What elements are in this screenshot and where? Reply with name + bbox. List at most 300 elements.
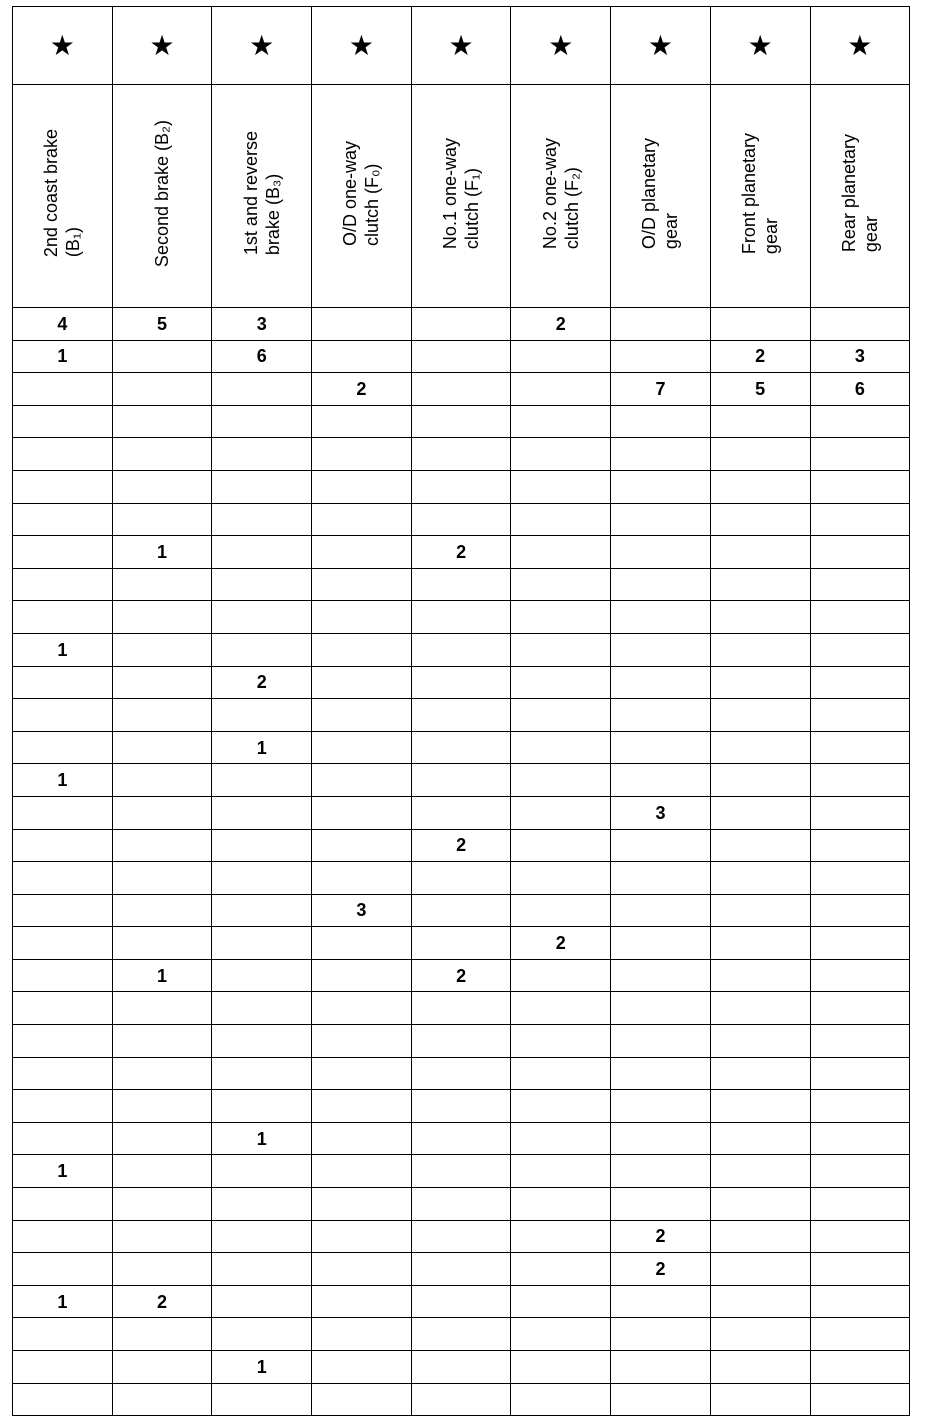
table-cell — [13, 470, 113, 503]
table-cell — [511, 405, 611, 438]
header-line: 2nd coast brake — [41, 129, 62, 258]
column-header — [511, 85, 611, 308]
table-cell — [511, 699, 611, 732]
star-icon: ★ — [312, 7, 412, 85]
table-cell — [212, 1285, 312, 1318]
table-cell — [411, 1253, 511, 1286]
table-cell — [212, 373, 312, 406]
table-cell: 5 — [710, 373, 810, 406]
table-cell — [810, 1090, 910, 1123]
table-cell — [411, 666, 511, 699]
table-cell — [710, 536, 810, 569]
table-cell — [112, 568, 212, 601]
table-cell: 1 — [212, 1122, 312, 1155]
table-cell — [411, 373, 511, 406]
table-cell — [212, 503, 312, 536]
table-cell — [611, 699, 711, 732]
table-cell — [112, 1188, 212, 1221]
table-cell — [13, 373, 113, 406]
table-cell — [710, 633, 810, 666]
table-cell — [810, 796, 910, 829]
table-cell — [13, 536, 113, 569]
table-cell — [212, 927, 312, 960]
table-cell — [611, 1122, 711, 1155]
table-row — [13, 927, 910, 960]
table-row — [13, 894, 910, 927]
table-row — [13, 731, 910, 764]
table-cell — [511, 1188, 611, 1221]
header-line: O/D one-way — [340, 140, 361, 247]
table-cell: 2 — [411, 829, 511, 862]
table-row — [13, 1090, 910, 1123]
table-cell — [710, 1253, 810, 1286]
table-cell — [511, 1318, 611, 1351]
table-cell — [511, 1122, 611, 1155]
table-cell — [112, 862, 212, 895]
table-cell — [112, 470, 212, 503]
table-cell: 3 — [212, 308, 312, 341]
table-cell — [810, 568, 910, 601]
table-cell — [312, 829, 412, 862]
table-cell — [710, 1351, 810, 1384]
table-cell — [810, 764, 910, 797]
table-cell — [312, 1122, 412, 1155]
table-cell — [710, 666, 810, 699]
table-cell — [810, 470, 910, 503]
table-cell — [411, 1122, 511, 1155]
star-icon: ★ — [710, 7, 810, 85]
header-line: No.2 one-way — [539, 137, 560, 250]
table-row — [13, 992, 910, 1025]
star-icon: ★ — [13, 7, 113, 85]
table-cell — [710, 699, 810, 732]
table-cell: 1 — [13, 633, 113, 666]
table-cell — [112, 1253, 212, 1286]
table-cell — [710, 1318, 810, 1351]
table-cell — [212, 633, 312, 666]
table-cell — [810, 1285, 910, 1318]
header-line: O/D planetary — [639, 137, 660, 250]
table-cell — [13, 894, 113, 927]
table-cell — [511, 1057, 611, 1090]
table-cell — [212, 1025, 312, 1058]
table-cell — [511, 1351, 611, 1384]
table-row — [13, 1285, 910, 1318]
column-header-label — [240, 131, 284, 255]
table-cell — [511, 1253, 611, 1286]
table-cell — [212, 1383, 312, 1416]
table-cell — [13, 1383, 113, 1416]
table-cell — [411, 699, 511, 732]
table-cell — [511, 1220, 611, 1253]
table-cell — [611, 1318, 711, 1351]
table-cell: 1 — [13, 1155, 113, 1188]
table-cell — [112, 796, 212, 829]
table-cell — [611, 1090, 711, 1123]
table-cell: 4 — [13, 308, 113, 341]
table-cell — [411, 927, 511, 960]
table-cell — [212, 796, 312, 829]
column-header-label — [539, 138, 583, 249]
table-body — [13, 308, 910, 1416]
table-cell — [810, 1318, 910, 1351]
table-cell — [312, 927, 412, 960]
table-cell — [13, 1351, 113, 1384]
table-cell — [810, 536, 910, 569]
component-table — [12, 6, 910, 1416]
table-cell — [13, 1253, 113, 1286]
table-cell — [112, 1220, 212, 1253]
table-row — [13, 764, 910, 797]
table-cell — [312, 1155, 412, 1188]
table-cell: 1 — [212, 1351, 312, 1384]
table-cell — [312, 405, 412, 438]
table-cell: 2 — [511, 308, 611, 341]
table-cell — [411, 894, 511, 927]
table-cell — [212, 1188, 312, 1221]
table-cell — [212, 1155, 312, 1188]
table-cell — [810, 601, 910, 634]
table-cell — [611, 1351, 711, 1384]
table-row — [13, 470, 910, 503]
star-icon: ★ — [212, 7, 312, 85]
table-row — [13, 1253, 910, 1286]
table-cell: 6 — [810, 373, 910, 406]
table-cell — [411, 633, 511, 666]
table-cell: 2 — [511, 927, 611, 960]
table-cell — [13, 829, 113, 862]
table-cell — [112, 992, 212, 1025]
table-cell: 2 — [611, 1253, 711, 1286]
table-cell — [312, 601, 412, 634]
table-cell — [511, 666, 611, 699]
table-cell — [312, 796, 412, 829]
table-cell — [312, 1090, 412, 1123]
table-row — [13, 1383, 910, 1416]
header-line: gear — [761, 218, 782, 255]
table-cell — [212, 862, 312, 895]
table-cell: 2 — [411, 959, 511, 992]
table-cell — [112, 1025, 212, 1058]
table-cell — [810, 959, 910, 992]
table-cell — [212, 438, 312, 471]
table-cell — [511, 536, 611, 569]
table-row — [13, 862, 910, 895]
column-header-label — [339, 141, 383, 246]
table-cell — [411, 862, 511, 895]
table-row — [13, 666, 910, 699]
table-cell — [511, 829, 611, 862]
table-cell — [112, 1155, 212, 1188]
star-icon: ★ — [511, 7, 611, 85]
table-cell: 7 — [611, 373, 711, 406]
table-cell — [710, 470, 810, 503]
star-icon: ★ — [810, 7, 910, 85]
table-cell — [411, 601, 511, 634]
column-header-label — [638, 138, 682, 249]
column-header — [112, 85, 212, 308]
table-cell — [13, 1025, 113, 1058]
table-cell — [810, 829, 910, 862]
table-cell — [611, 438, 711, 471]
table-cell — [411, 1220, 511, 1253]
table-cell — [212, 829, 312, 862]
table-row — [13, 796, 910, 829]
table-cell — [312, 503, 412, 536]
table-row — [13, 1220, 910, 1253]
table-cell — [710, 992, 810, 1025]
table-cell — [810, 992, 910, 1025]
table-cell: 3 — [810, 340, 910, 373]
table-cell — [312, 1188, 412, 1221]
table-cell — [13, 927, 113, 960]
table-cell — [13, 862, 113, 895]
table-cell — [810, 633, 910, 666]
table-cell — [212, 699, 312, 732]
table-cell — [511, 764, 611, 797]
column-header — [710, 85, 810, 308]
table-row — [13, 536, 910, 569]
table-cell — [611, 1025, 711, 1058]
header-line: clutch (F₁) — [462, 167, 483, 250]
table-cell — [212, 992, 312, 1025]
table-cell — [312, 536, 412, 569]
header-line: 1st and reverse — [240, 131, 261, 256]
table-cell — [312, 1383, 412, 1416]
table-cell — [312, 1220, 412, 1253]
table-cell — [112, 601, 212, 634]
table-cell — [112, 1122, 212, 1155]
table-cell — [112, 731, 212, 764]
table-row — [13, 1188, 910, 1221]
table-cell — [511, 1155, 611, 1188]
table-cell — [212, 568, 312, 601]
table-row — [13, 1057, 910, 1090]
table-cell — [810, 405, 910, 438]
table-cell — [710, 1220, 810, 1253]
table-cell — [511, 1285, 611, 1318]
table-row — [13, 1155, 910, 1188]
table-cell — [810, 1057, 910, 1090]
table-cell — [710, 1285, 810, 1318]
table-cell — [511, 862, 611, 895]
table-cell — [611, 1057, 711, 1090]
table-cell — [411, 1155, 511, 1188]
table-cell — [710, 959, 810, 992]
table-cell — [710, 1025, 810, 1058]
column-header-label — [151, 120, 173, 267]
header-line: gear — [860, 216, 881, 253]
column-header — [411, 85, 511, 308]
table-cell — [212, 1318, 312, 1351]
table-cell — [511, 340, 611, 373]
table-cell — [112, 1090, 212, 1123]
column-header — [312, 85, 412, 308]
header-line: brake (B₃) — [262, 174, 283, 256]
table-cell — [511, 796, 611, 829]
column-header — [13, 85, 113, 308]
table-row — [13, 959, 910, 992]
table-cell — [212, 764, 312, 797]
table-cell — [411, 1383, 511, 1416]
table-cell — [611, 1383, 711, 1416]
star-row — [13, 7, 910, 85]
header-line: clutch (F₂) — [561, 167, 582, 250]
table-cell — [710, 731, 810, 764]
table-row — [13, 633, 910, 666]
table-cell — [13, 1220, 113, 1253]
table-cell — [810, 699, 910, 732]
star-icon: ★ — [112, 7, 212, 85]
table-cell — [611, 992, 711, 1025]
table-cell — [511, 438, 611, 471]
table-cell — [810, 1253, 910, 1286]
table-cell — [13, 1318, 113, 1351]
table-cell — [13, 1090, 113, 1123]
table-cell — [810, 862, 910, 895]
table-cell — [112, 699, 212, 732]
table-cell — [312, 438, 412, 471]
table-cell — [13, 405, 113, 438]
table-cell — [411, 992, 511, 1025]
header-line: clutch (F₀) — [362, 163, 383, 247]
table-cell — [13, 1188, 113, 1221]
table-cell — [511, 503, 611, 536]
table-cell — [611, 601, 711, 634]
table-cell — [212, 894, 312, 927]
table-cell — [312, 699, 412, 732]
table-cell: 2 — [611, 1220, 711, 1253]
table-row — [13, 699, 910, 732]
table-cell — [810, 1220, 910, 1253]
table-cell — [710, 438, 810, 471]
table-cell — [411, 1285, 511, 1318]
table-cell — [411, 1188, 511, 1221]
table-cell — [112, 666, 212, 699]
table-cell: 1 — [13, 764, 113, 797]
table-cell — [13, 503, 113, 536]
table-cell: 2 — [112, 1285, 212, 1318]
table-cell — [112, 894, 212, 927]
table-cell — [312, 666, 412, 699]
table-cell — [810, 1383, 910, 1416]
table-cell — [212, 959, 312, 992]
table-cell — [112, 405, 212, 438]
table-cell — [411, 1090, 511, 1123]
table-cell: 1 — [112, 959, 212, 992]
table-cell — [611, 536, 711, 569]
table-cell — [611, 959, 711, 992]
table-cell — [312, 959, 412, 992]
header-line: No.1 one-way — [440, 137, 461, 250]
table-row — [13, 1318, 910, 1351]
table-cell: 5 — [112, 308, 212, 341]
table-cell — [411, 308, 511, 341]
column-header-label — [838, 134, 882, 252]
table-cell: 3 — [312, 894, 412, 927]
table-cell — [611, 927, 711, 960]
table-cell — [411, 568, 511, 601]
table-cell — [13, 959, 113, 992]
table-cell — [312, 1253, 412, 1286]
table-cell — [710, 568, 810, 601]
table-cell — [611, 340, 711, 373]
column-header — [212, 85, 312, 308]
table-cell — [710, 601, 810, 634]
table-row — [13, 1351, 910, 1384]
table-cell — [13, 992, 113, 1025]
table-cell — [212, 536, 312, 569]
table-cell — [212, 1057, 312, 1090]
table-cell — [511, 959, 611, 992]
table-cell — [611, 731, 711, 764]
table-cell — [710, 1090, 810, 1123]
table-cell — [710, 1155, 810, 1188]
table-cell — [212, 601, 312, 634]
table-cell — [411, 340, 511, 373]
table-cell — [810, 1351, 910, 1384]
table-row — [13, 1122, 910, 1155]
table-cell — [13, 699, 113, 732]
table-cell — [312, 862, 412, 895]
table-cell — [312, 633, 412, 666]
header-line: Rear planetary — [838, 134, 859, 253]
table-cell: 1 — [13, 1285, 113, 1318]
table-cell — [112, 1318, 212, 1351]
table-cell — [112, 340, 212, 373]
table-row — [13, 438, 910, 471]
table-row — [13, 373, 910, 406]
table-cell — [611, 308, 711, 341]
table-cell — [212, 405, 312, 438]
table-cell — [312, 568, 412, 601]
header-line: Second brake (B₂) — [152, 119, 173, 268]
table-cell — [511, 1025, 611, 1058]
table-cell — [710, 1188, 810, 1221]
table-cell — [611, 633, 711, 666]
table-cell — [810, 308, 910, 341]
table-cell — [511, 992, 611, 1025]
table-cell: 2 — [710, 340, 810, 373]
column-header — [810, 85, 910, 308]
table-cell — [710, 829, 810, 862]
table-cell — [312, 764, 412, 797]
table-cell — [411, 1025, 511, 1058]
table-cell — [710, 308, 810, 341]
table-cell — [112, 1057, 212, 1090]
table-cell — [312, 1057, 412, 1090]
table-cell: 2 — [212, 666, 312, 699]
table-cell — [112, 438, 212, 471]
table-cell — [13, 1122, 113, 1155]
table-cell — [611, 1155, 711, 1188]
table-cell — [212, 1090, 312, 1123]
table-cell — [312, 1351, 412, 1384]
table-cell — [411, 470, 511, 503]
table-cell — [810, 731, 910, 764]
table-cell: 1 — [13, 340, 113, 373]
table-cell — [710, 405, 810, 438]
table-row — [13, 568, 910, 601]
column-header-label — [738, 133, 782, 254]
table-cell — [112, 1351, 212, 1384]
table-row — [13, 340, 910, 373]
table-cell — [411, 764, 511, 797]
table-cell — [212, 470, 312, 503]
table-cell — [511, 568, 611, 601]
table-cell — [611, 568, 711, 601]
table-cell — [511, 373, 611, 406]
